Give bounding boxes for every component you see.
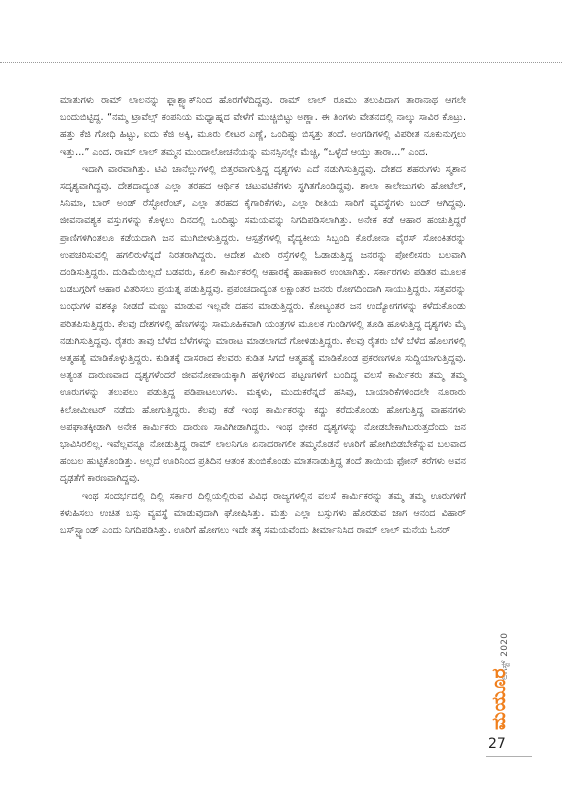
masthead-logo: ಮಯೂರ: [488, 667, 510, 730]
article-paragraph: ಇಂಥ ಸಂದರ್ಭದಲ್ಲಿ ದಿಲ್ಲಿ ಸರ್ಕಾರ ದಿಲ್ಲಿಯಲ್ಲಿರುವ ವಿವಿಧ ರಾಜ್ಯಗಳಲ್ಲಿನ ವಲಸೆ ಕಾರ್ಮಿಕರನ್ನು ತಮ್ಮ ತಮ್ಮ ಊರುಗಳಿಗೆ ಕಳುಹಿಸಲು ಉಚಿತ ಬಸ್ಸು ವ್ಯವಸ್ಥೆ ಮಾಡುವುದಾಗಿ ಘೋಷಿಸಿತ್ತು. ಮತ್ತು ಎಲ್ಲಾ ಬಸ್ಸುಗಳು ಹೊರಡುವ ಜಾಗ ಆನಂದ ವಿಹಾರ್ ಬಸ್‌ಸ್ಟ್ಯಾಂಡ್ ಎಂದು ನಿಗದಿಪಡಿಸಿತ್ತು. ಊರಿಗೆ ಹೋಗಲು ಇದೇ ತಕ್ಕ ಸಮಯವೆಂದು ತೀರ್ಮಾನಿಸಿದ ರಾಮ್ ಲಾಲ್ ಮನೆಯ ಓನರ್: [60, 490, 466, 537]
issue-date: ಆಗಸ್ಟ್ 2020: [500, 632, 510, 680]
article-body: [60, 92, 466, 539]
article-paragraph: ಮಾತುಗಳು ರಾಮ್ ಲಾಲನನ್ನು ಫ್ಲಾಶ್ಬ್ಯಾಕ್‌ನಿಂದ ಹೊರಗೆಳೆದಿದ್ದವು. ರಾಮ್ ಲಾಲ್ ರೂಮು ತಲುಪಿದಾಗ ತಾರಾನಾಥ ಆಗಲೇ ಬಂದುಬಿಟ್ಟಿದ್ದ. “ನಮ್ಮ ಟ್ರಾವೆಲ್ಸ್ ಕಂಪನಿಯ ಮಧ್ಯಾಹ್ನದ ವೇಳೆಗೆ ಮುಚ್ಚಿಬಿಟ್ಟು ಅಣ್ಣಾ. ಈ ತಿಂಗಳು ವೇತನದಲ್ಲಿ ನಾಲ್ಕು ಸಾವಿರ ಕೊಟ್ರು. ಹತ್ತು ಕೆಜಿ ಗೋಧಿ ಹಿಟ್ಟು, ಐದು ಕೆಜಿ ಅಕ್ಕಿ, ಮೂರು ಲೀಟರ ಎಣ್ಣೆ, ಒಂದಿಷ್ಟು ಬಿಸ್ಕತ್ತು ತಂದೆ. ಅಂಗಡಿಗಳಲ್ಲಿ ವಿಪರೀತ ನೂಕುನುಗ್ಗಲು ಇತ್ತು...” ಎಂದ. ರಾಮ್ ಲಾಲ್ ತಮ್ಮನ ಮುಂದಾಲೋಚನೆಯನ್ನು ಮನಸ್ಸಿನಲ್ಲೇ ಮೆಚ್ಚಿ, “ಒಳ್ಳೆದೆ ಆಯ್ತು ತಾರಾ...” ಎಂದ.: [60, 95, 466, 158]
article-paragraph: ಇದಾಗಿ ವಾರವಾಗಿತ್ತು. ಟಿವಿ ಚಾನೆಲ್ಲುಗಳಲ್ಲಿ ಬಿತ್ತರವಾಗುತ್ತಿದ್ದ ದೃಶ್ಯಗಳು ಎದೆ ನಡುಗಿಸುತ್ತಿದ್ದವು. ದೇಶದ ಶಹರುಗಳು ಸ್ಮಶಾನ ಸದೃಶ್ಯವಾಗಿದ್ದವು. ದೇಶದಾದ್ಯಂತ ಎಲ್ಲಾ ತರಹದ ಆರ್ಥಿಕ ಚಟುವಟಿಕೆಗಳು ಸ್ಥಗಿತಗೊಂಡಿದ್ದವು. ಶಾಲಾ ಕಾಲೇಜುಗಳು ಹೋಟೆಲ್, ಸಿನಿಮಾ, ಬಾರ್ ಅಂಡ್ ರೆಸ್ಟೋರೆಂಟ್, ಎಲ್ಲಾ ತರಹದ ಕೈಗಾರಿಕೆಗಳು, ಎಲ್ಲಾ ರೀತಿಯ ಸಾರಿಗೆ ವ್ಯವಸ್ಥೆಗಳು ಬಂದ್ ಆಗಿದ್ದವು. ಜೀವನಾವಶ್ಯಕ ವಸ್ತುಗಳನ್ನು ಕೊಳ್ಳಲು ದಿನದಲ್ಲಿ ಒಂದಿಷ್ಟು ಸಮಯವನ್ನು ನಿಗದಿಪಡಿಸಲಾಗಿತ್ತು. ಅನೇಕ ಕಡೆ ಆಹಾರ ಹಂಚುತ್ತಿದ್ದರೆ ಪ್ರಾಣಿಗಳಿಗಿಂತಲೂ ಕಡೆಯದಾಗಿ ಜನ ಮುಗಿಬೀಳುತ್ತಿದ್ದರು. ಆಸ್ಪತ್ರೆಗಳಲ್ಲಿ ವೈದ್ಯಕೀಯ ಸಿಬ್ಬಂದಿ ಕೊರೋನಾ ವೈರಸ್ ಸೋಂಕಿತರನ್ನು ಉಪಚರಿಸುವಲ್ಲಿ ಹಗಲಿರುಳೆನ್ನದೆ ನಿರತರಾಗಿದ್ದರು. ಆದೇಶ ಮೀರಿ ರಸ್ತೆಗಳಲ್ಲಿ ಓಡಾಡುತ್ತಿದ್ದ ಜನರನ್ನು ಪೋಲೀಸರು ಬಲವಾಗಿ ದಂಡಿಸುತ್ತಿದ್ದರು. ದುಡಿಮೆಯಿಲ್ಲದೆ ಬಡವರು, ಕೂಲಿ ಕಾರ್ಮಿಕರಲ್ಲಿ ಆಹಾರಕ್ಕೆ ಹಾಹಾಕಾರ ಉಂಟಾಗಿತ್ತು. ಸರ್ಕಾರಗಳು ಪಡಿತರ ಮೂಲಕ ಬಡಬಗ್ಗರಿಗೆ ಆಹಾರ ವಿತರಿಸಲು ಪ್ರಯತ್ನ ಪಡುತ್ತಿದ್ದವು. ಪ್ರಪಂಚದಾದ್ಯಂತ ಲಕ್ಷಾಂತರ ಜನರು ರೋಗದಿಂದಾಗಿ ಸಾಯುತ್ತಿದ್ದರು. ಸತ್ತವರನ್ನು ಬಂಧುಗಳ ವಶಕ್ಕೂ ನೀಡದೆ ಮಣ್ಣು ಮಾಡುವ ಇಲ್ಲವೇ ದಹನ ಮಾಡುತ್ತಿದ್ದರು. ಕೋಟ್ಯಂತರ ಜನ ಉದ್ಯೋಗಗಳನ್ನು ಕಳೆದುಕೊಂಡು ಪರಿತಪಿಸುತ್ತಿದ್ದರು. ಕೆಲವು ದೇಶಗಳಲ್ಲಿ ಹೆಣಗಳನ್ನು ಸಾಮೂಹಿಕವಾಗಿ ಯಂತ್ರಗಳ ಮೂಲಕ ಗುಂಡಿಗಳಲ್ಲಿ ತೂಡಿ ಹೂಳುತ್ತಿದ್ದ ದೃಶ್ಯಗಳು ಮೈ ನಡುಗಿಸುತ್ತಿದ್ದವು. ರೈತರು ತಾವು ಬೆಳೆದ ಬೆಳೆಗಳನ್ನು ಮಾರಾಟ ಮಾಡಲಾಗದೆ ಗೋಳಿಡುತ್ತಿದ್ದರು. ಕೆಲವು ರೈತರು ಬೆಳೆ ಬೆಳೆದ ಹೊಲಗಳಲ್ಲಿ ಆತ್ಮಹತ್ಯೆ ಮಾಡಿಕೊಳ್ಳುತ್ತಿದ್ದರು. ಕುಡಿತಕ್ಕೆ ದಾಸರಾದ ಕೆಲವರು ಕುಡಿತ ಸಿಗದೆ ಆತ್ಮಹತ್ಯೆ ಮಾಡಿಕೊಂಡ ಪ್ರಕರಣಗಳೂ ಸುದ್ದಿಯಾಗುತ್ತಿದ್ದವು. ಅತ್ಯಂತ ದಾರುಣವಾದ ದೃಶ್ಯಗಳೆಂದರೆ ಜೀವನೋಪಾಯಕ್ಕಾಗಿ ಹಳ್ಳಿಗಳಿಂದ ಪಟ್ಟಣಗಳಿಗೆ ಬಂದಿದ್ದ ವಲಸೆ ಕಾರ್ಮಿಕರು ತಮ್ಮ ತಮ್ಮ ಊರುಗಳನ್ನು ತಲುಪಲು ಪಡುತ್ತಿದ್ದ ಪಡಿಪಾಟಲುಗಳು. ಮಕ್ಕಳು, ಮುದುಕರೆನ್ನದೆ ಹಸಿವು, ಬಾಯಾರಿಕೆಗಳಿಂದಲೇ ನೂರಾರು ಕಿಲೋಮೀಟರ್ ನಡೆದು ಹೋಗುತ್ತಿದ್ದರು. ಕೆಲವು ಕಡೆ ಇಂಥ ಕಾರ್ಮಿಕರನ್ನು ಕದ್ದು ಕರೆದುಕೊಂಡು ಹೋಗುತ್ತಿದ್ದ ವಾಹನಗಳು ಅಪಘಾತಕ್ಕೀಡಾಗಿ ಅನೇಕ ಕಾರ್ಮಿಕರು ದಾರುಣ ಸಾವಿಗೀಡಾಗಿದ್ದರು. ಇಂಥ ಭೀಕರ ದೃಶ್ಯಗಳನ್ನು ನೋಡಬೇಕಾಗಿಬರುತ್ತದೆಂದು ಜನ ಭಾವಿಸಿರಲಿಲ್ಲ. ಇವೆಲ್ಲವನ್ನೂ ನೋಡುತ್ತಿದ್ದ ರಾಮ್ ಲಾಲನಿಗೂ ಏನಾದರಾಗಲೀ ತಮ್ಮನೊಡನೆ ಊರಿಗೆ ಹೋಗಿಬಿಡಬೇಕೆನ್ನುವ ಬಲವಾದ ಹಂಬಲ ಹುಟ್ಟಿಕೊಂಡಿತ್ತು. ಅಲ್ಲದೆ ಊರಿನಿಂದ ಪ್ರತಿದಿನ ಆತಂಕ ತುಂಬಿಕೊಂಡು ಮಾತನಾಡುತ್ತಿದ್ದ ತಂದೆ ತಾಯಿಯ ಫೋನ್ ಕರೆಗಳು ಅವನ ದೃಢತೆಗೆ ಕಾರಣವಾಗಿದ್ದವು.: [60, 163, 466, 485]
page-number-rule: [486, 756, 532, 757]
page-number: 27: [488, 736, 506, 752]
top-dotted-rule: [0, 62, 562, 63]
